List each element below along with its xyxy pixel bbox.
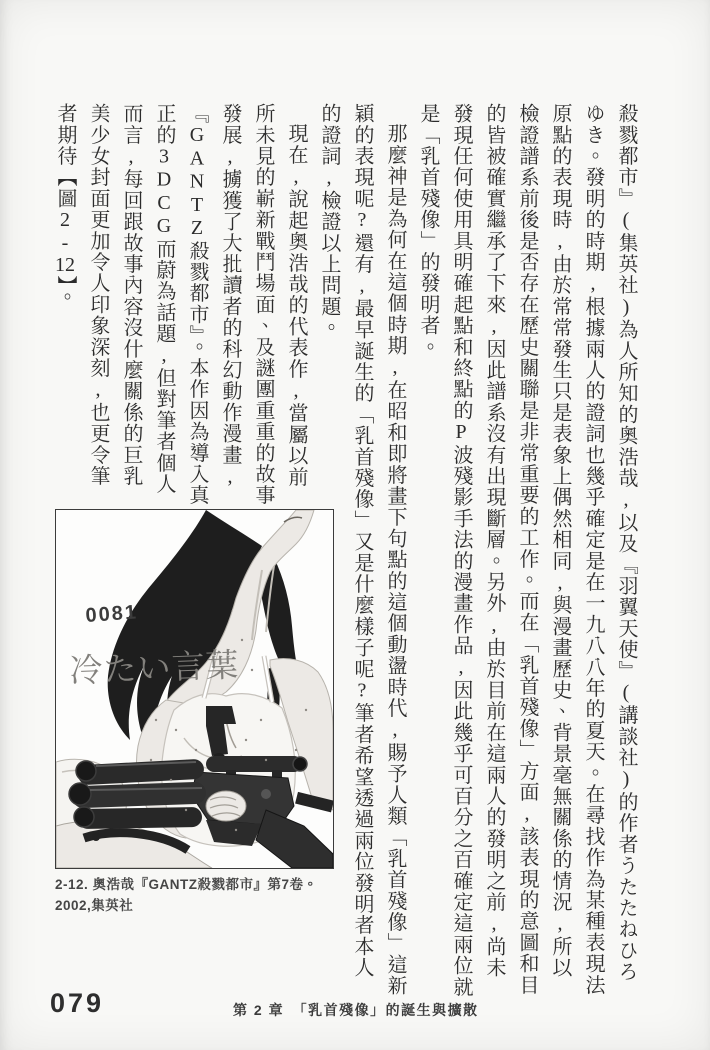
figure-reference-number: 12 [55,255,75,276]
manga-illustration [56,510,333,868]
paragraph-2: 那麼神是為何在這個時期,在昭和即將畫下句點的這個動盪時代,賜予人類「乳首殘像」這新穎的表現呢?還有,最早誕生的「乳首殘像」又是什麼樣子呢?筆者希望透過兩位發明者本人的證詞,檢證以上問題。 [318,103,406,997]
article-text-main [312,103,642,998]
hand-on-grip [206,791,246,821]
paragraph-3-text: 現在,說起奧浩哉的代表作,當屬以前所未見的嶄新戰鬥場面、及謎團重重的故事發展,擄獲了大批讀者的科幻動作漫畫,『GANTZ殺戮都市』。本作因為導入真正的3DCG而蔚為話題,但對筆者個人而言,每回跟故事內容沒什麼關係的巨乳美少女封面更加令人印象深刻,也更令筆者期待 [54,103,307,506]
figure-box [55,509,334,869]
illustration-chapter-number: 0081 [84,601,139,627]
page-number: 079 [50,988,105,1018]
chapter-footer: 第 2 章 「乳首殘像」的誕生與擴散 [233,1002,479,1018]
figure-caption [55,874,318,916]
figure-reference-close: 】。 [54,275,76,308]
caption-text: 奧浩哉『GANTZ殺戮都市』第7卷。 [92,877,318,892]
paragraph-3 [48,103,312,507]
paragraph-1: 殺戮都市』(集英社)為人所知的奧浩哉,以及『羽翼天使』(講談社)的作者うたたねひろゆき。發明的時期,根據兩人的證詞也幾乎確定是在一九八八年的夏天。在尋找作為某種表現法原點的表現時,由於常常發生只是表象上偶然相同,與漫畫歷史、背景毫無關係的情況,所以檢證譜系前後是否存在歷史關聯是非常重要的工作。而在「乳首殘像」方面,該表現的意圖和目的皆被確實繼承了下來,因此譜系沒有出現斷層。另外,由於目前在這兩人的發明之前,尚未發現任何使用具明確起點和終點的P波殘影手法的漫畫作品,因此幾乎可百分之百確定這兩位就是「乳首殘像」的發明者。 [417,103,637,998]
figure-reference-open: 【圖2- [54,166,76,256]
article-text-secondary [48,103,312,507]
caption-line-2: 2002,集英社 [55,898,134,913]
caption-label: 2-12. [55,877,89,892]
illustration-chapter-title: 冷たい言葉 [69,648,241,690]
caption-line-1 [55,874,318,895]
